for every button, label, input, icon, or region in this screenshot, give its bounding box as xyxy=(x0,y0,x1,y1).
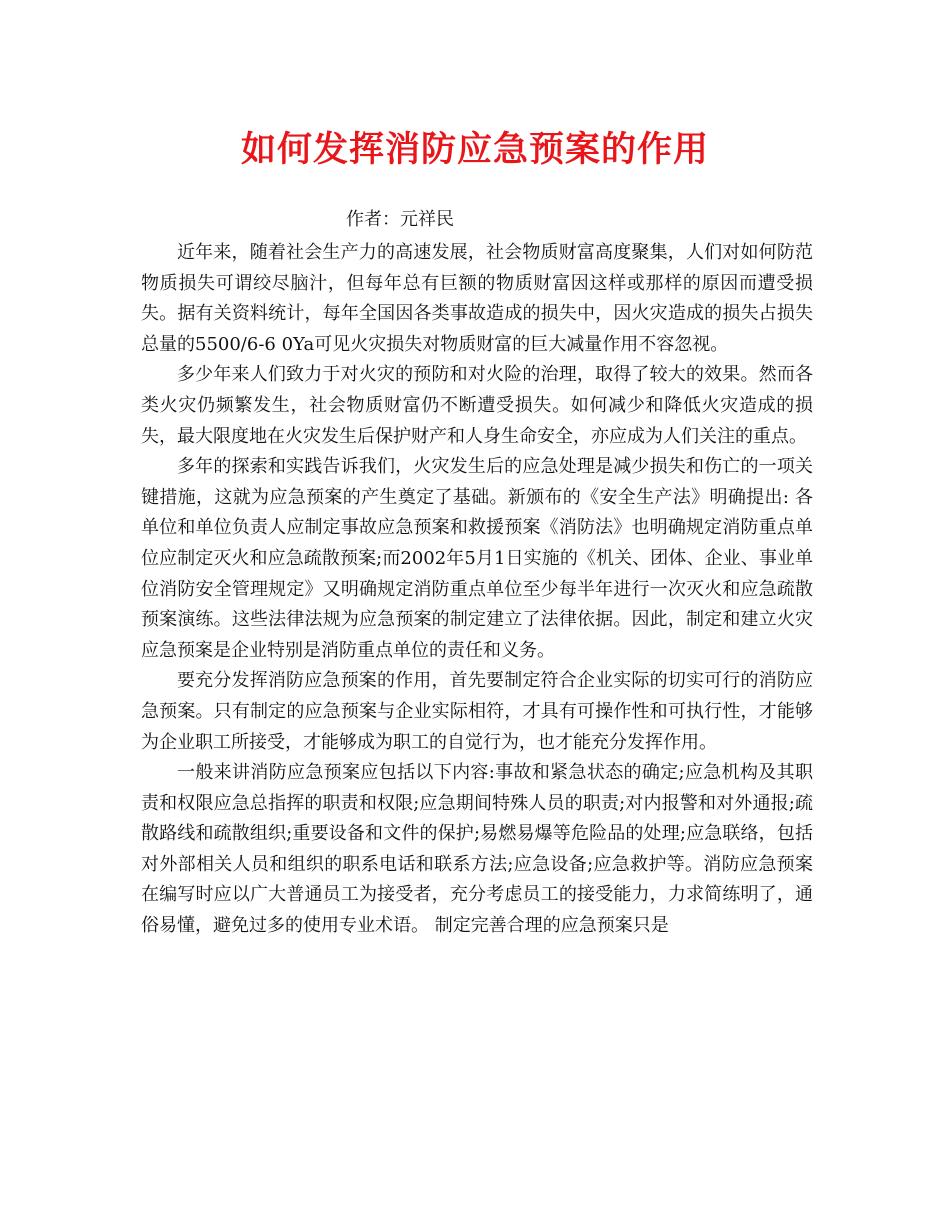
paragraph: 一般来讲消防应急预案应包括以下内容:事故和紧急状态的确定;应急机构及其职责和权限应急总指挥的职责和权限;应急期间特殊人员的职责;对内报警和对外通报;疏散路线和疏散组织;重要设备和文件的保护;易燃易爆等危险品的处理;应急联络，包括对外部相关人员和组织的职系电话和联系方法;应急设备;应急救护等。消防应急预案在编写时应以广大普通员工为接受者，充分考虑员工的接受能力，力求简练明了，通俗易懂，避免过多的使用专业术语。 制定完善合理的应急预案只是 xyxy=(141,762,813,937)
paragraph: 多少年来人们致力于对火灾的预防和对火险的治理，取得了较大的效果。然而各类火灾仍频繁发生，社会物质财富仍不断遭受损失。如何减少和降低火灾造成的损失，最大限度地在火灾发生后保护财产和人身生命安全，亦应成为人们关注的重点。 xyxy=(141,364,813,447)
document-body xyxy=(141,238,813,942)
document-author: 作者：元祥民 xyxy=(346,209,454,230)
paragraph: 多年的探索和实践告诉我们，火灾发生后的应急处理是减少损失和伤亡的一项关键措施，这就为应急预案的产生奠定了基础。新颁布的《安全生产法》明确提出: 各单位和单位负责人应制定事故应急预案和救援预案《消防法》也明确规定消防重点单位应制定灭火和应急疏散预案;而2002年5月1日实施的《机关、团体、企业、事业单位消防安全管理规定》又明确规定消防重点单位至少每半年进行一次灭火和应急疏散预案演练。这些法律法规为应急预案的制定建立了法律依据。因此，制定和建立火灾应急预案是企业特别是消防重点单位的责任和义务。 xyxy=(141,456,813,661)
paragraph: 近年来，随着社会生产力的高速发展，社会物质财富高度聚集，人们对如何防范物质损失可谓绞尽脑汁，但每年总有巨额的物质财富因这样或那样的原因而遭受损失。据有关资料统计，每年全国因各类事故造成的损失中，因火灾造成的损失占损失总量的5500/6-6 0Ya可见火灾损失对物质财富的巨大减量作用不容忽视。 xyxy=(141,242,813,355)
paragraph: 要充分发挥消防应急预案的作用，首先要制定符合企业实际的切实可行的消防应急预案。只有制定的应急预案与企业实际相符，才具有可操作性和可执行性，才能够为企业职工所接受，才能够成为职工的自觉行为，也才能充分发挥作用。 xyxy=(141,670,813,753)
document-title: 如何发挥消防应急预案的作用 xyxy=(240,129,709,170)
